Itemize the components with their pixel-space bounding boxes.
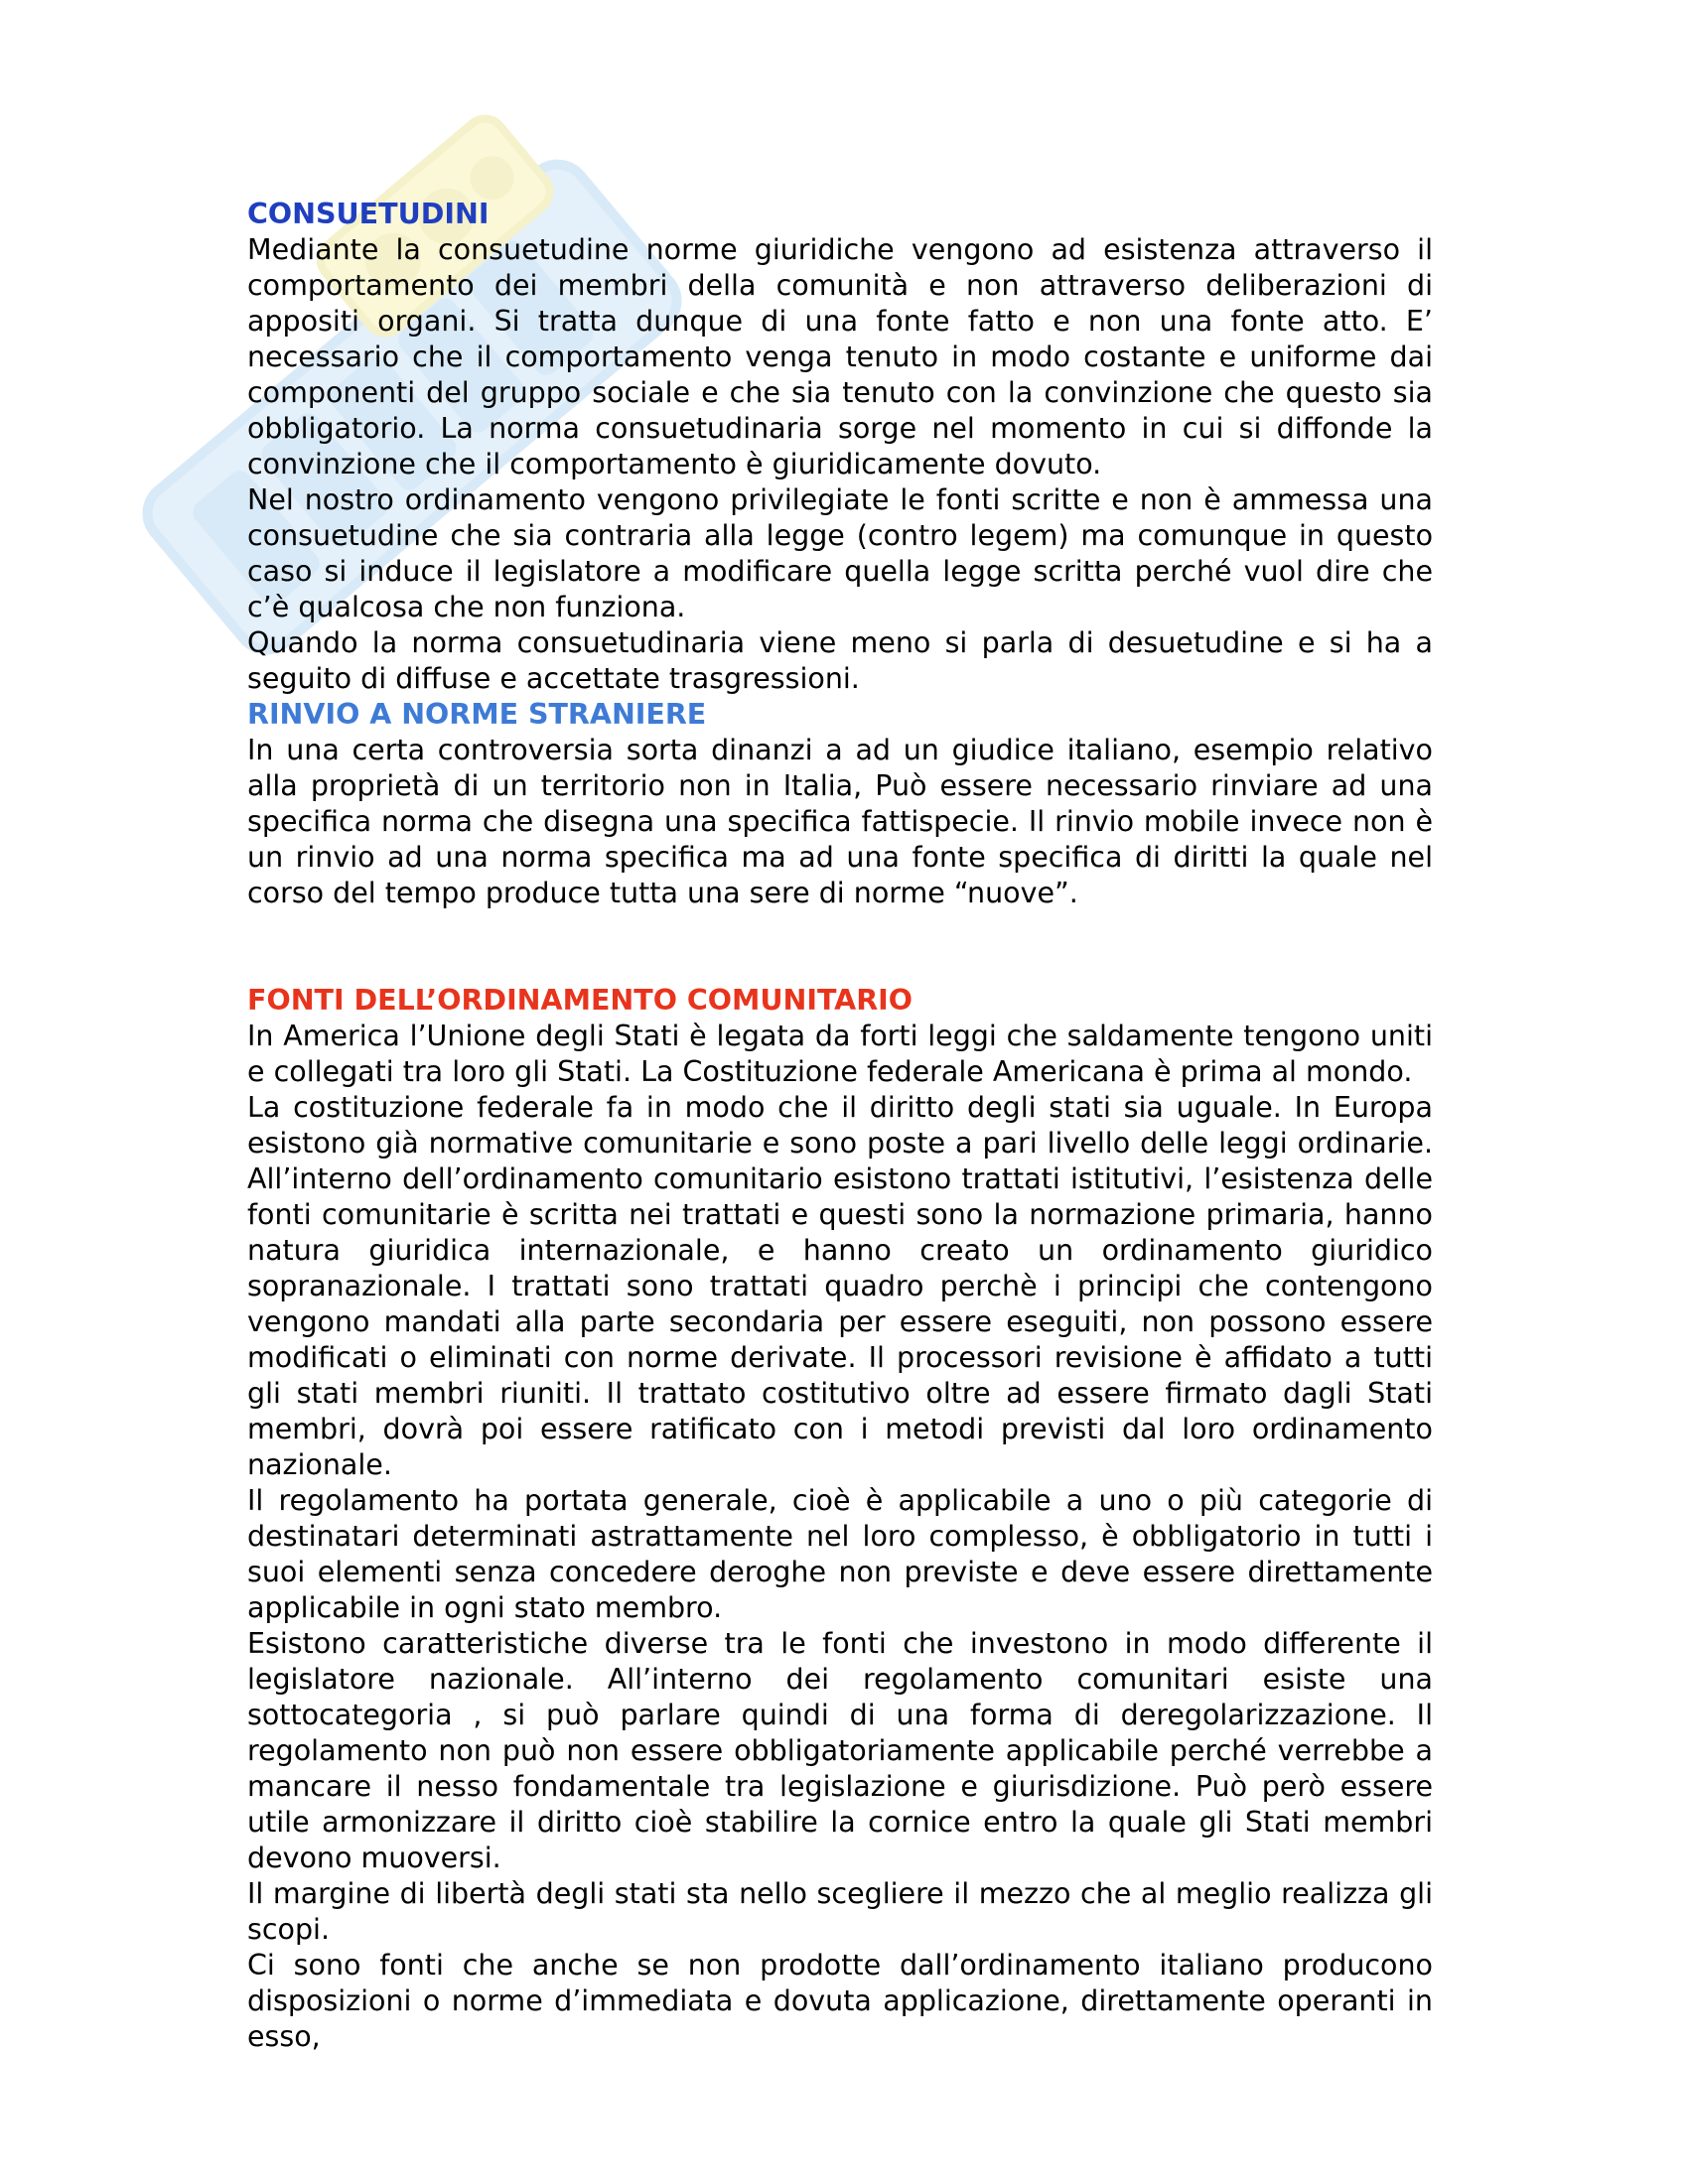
paragraph: Il margine di libertà degli stati sta nello scegliere il mezzo che al meglio realizza gli scopi. — [247, 1877, 1433, 1946]
section-title: CONSUETUDINI — [247, 198, 490, 230]
paragraph: La costituzione federale fa in modo che il diritto degli stati sia uguale. In Europa esistono già normative comunitarie e sono poste a pari livello delle leggi ordinarie. All’interno dell’ordinamento comunitario esistono trattati istitutivi, l’esistenza delle fonti comunitarie è scritta nei trattati e questi sono la normazione primaria, hanno natura giuridica internazionale, e hanno creato un ordinamento giuridico sopranazionale. I trattati sono trattati quadro perchè i principi che contengono vengono mandati alla parte secondaria per essere eseguiti, non possono essere modificati o eliminati con norme derivate. Il processori revisione è affidato a tutti gli stati membri riuniti. Il trattato costitutivo oltre ad essere firmato dagli Stati membri, dovrà poi essere ratificato con i metodi previsti dal loro ordinamento nazionale. — [247, 1091, 1433, 1481]
section-spacer — [247, 911, 1433, 983]
paragraph: Ci sono fonti che anche se non prodotte dall’ordinamento italiano producono disposizioni o norme d’immediata e dovuta applicazione, direttamente operanti in esso, — [247, 1949, 1433, 2053]
paragraph: Quando la norma consuetudinaria viene meno si parla di desuetudine e si ha a seguito di diffuse e accettate trasgressioni. — [247, 626, 1433, 695]
section-title: FONTI DELL’ORDINAMENTO COMUNITARIO — [247, 984, 914, 1017]
paragraph: Nel nostro ordinamento vengono privilegiate le fonti scritte e non è ammessa una consuetudine che sia contraria alla legge (contro legem) ma comunque in questo caso si induce il legislatore a modificare quella legge scritta perché vuol dire che c’è qualcosa che non funziona. — [247, 483, 1433, 623]
paragraph: In una certa controversia sorta dinanzi a ad un giudice italiano, esempio relativo alla proprietà di un territorio non in Italia, Può essere necessario rinviare ad una specifica norma che disegna una specifica fattispecie. Il rinvio mobile invece non è un rinvio ad una norma specifica ma ad una fonte specifica di diritti la quale nel corso del tempo produce tutta una sere di norme “nuove”. — [247, 734, 1433, 909]
section-fonti-ordinamento-comunitario — [247, 983, 1433, 2055]
section-consuetudini — [247, 197, 1433, 697]
document-page — [247, 197, 1433, 2055]
paragraph: Esistono caratteristiche diverse tra le fonti che investono in modo differente il legislatore nazionale. All’interno dei regolamento comunitari esiste una sottocategoria , si può parlare quindi di una forma di deregolarizzazione. Il regolamento non può non essere obbligatoriamente applicabile perché verrebbe a mancare il nesso fondamentale tra legislazione e giurisdizione. Può però essere utile armonizzare il diritto cioè stabilire la cornice entro la quale gli Stati membri devono muoversi. — [247, 1627, 1433, 1874]
paragraph: Mediante la consuetudine norme giuridiche vengono ad esistenza attraverso il comportamento dei membri della comunità e non attraverso deliberazioni di appositi organi. Si tratta dunque di una fonte fatto e non una fonte atto. E’ necessario che il comportamento venga tenuto in modo costante e uniforme dai componenti del gruppo sociale e che sia tenuto con la convinzione che questo sia obbligatorio. La norma consuetudinaria sorge nel momento in cui si diffonde la convinzione che il comportamento è giuridicamente dovuto. — [247, 233, 1433, 480]
section-rinvio-norme-straniere — [247, 697, 1433, 911]
paragraph: Il regolamento ha portata generale, cioè è applicabile a uno o più categorie di destinatari determinati astrattamente nel loro complesso, è obbligatorio in tutti i suoi elementi senza concedere deroghe non previste e deve essere direttamente applicabile in ogni stato membro. — [247, 1484, 1433, 1624]
section-title: RINVIO A NORME STRANIERE — [247, 698, 707, 731]
paragraph: In America l’Unione degli Stati è legata da forti leggi che saldamente tengono uniti e collegati tra loro gli Stati. La Costituzione federale Americana è prima al mondo. — [247, 1020, 1433, 1088]
